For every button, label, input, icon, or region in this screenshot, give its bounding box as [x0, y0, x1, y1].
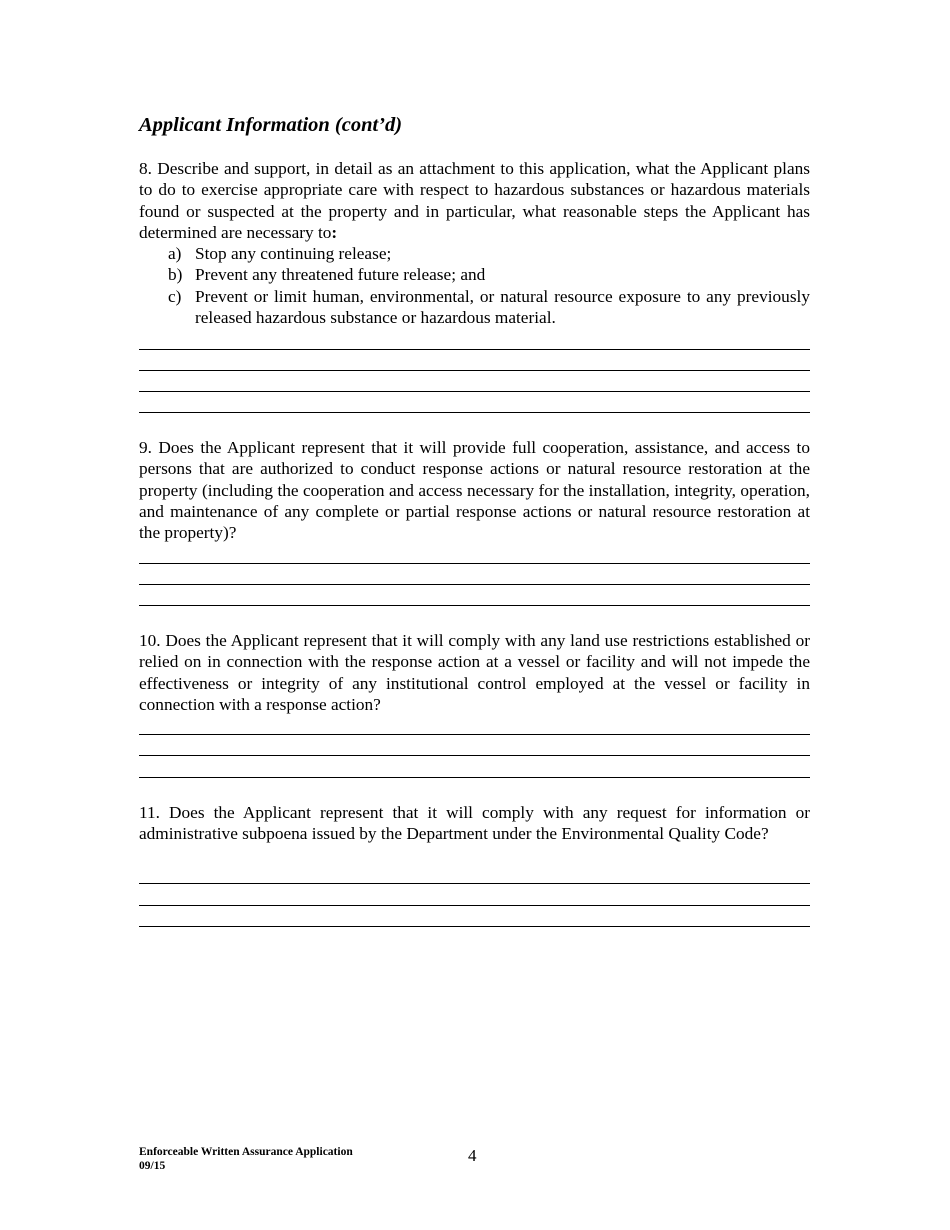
question-8-text	[139, 158, 810, 243]
list-item	[139, 286, 810, 329]
list-item-text: Stop any continuing release;	[195, 244, 392, 264]
question-11-text: 11. Does the Applicant represent that it will comply with any request for information or administrative subpoena issued by the Department under the Environmental Quality Code?	[139, 803, 810, 844]
answer-line-q10-1[interactable]	[139, 734, 810, 735]
question-11	[139, 802, 810, 845]
question-9-text: 9. Does the Applicant represent that it will provide full cooperation, assistance, and access to persons that are authorized to conduct response actions or natural resource restoration at the property (including the cooperation and access necessary for the installation, integrity, operation, and maintenance of any complete or partial response actions or natural resource restoration at the property)?	[139, 438, 810, 543]
list-item-marker: a)	[168, 244, 182, 264]
question-10	[139, 630, 810, 715]
list-item	[139, 243, 810, 264]
list-item	[139, 264, 810, 285]
page-number: 4	[468, 1146, 477, 1165]
footer-form-date: 09/15	[139, 1160, 166, 1172]
list-item-text: Prevent any threatened future release; and	[195, 265, 486, 285]
question-8-colon: :	[331, 222, 338, 242]
answer-line-q8-3[interactable]	[139, 391, 810, 392]
answer-line-q11-2[interactable]	[139, 905, 810, 906]
answer-line-q11-3[interactable]	[139, 926, 810, 927]
answer-line-q9-1[interactable]	[139, 563, 810, 564]
footer-form-name: Enforceable Written Assurance Application	[139, 1146, 353, 1158]
answer-line-q8-2[interactable]	[139, 370, 810, 371]
answer-line-q10-2[interactable]	[139, 755, 810, 756]
question-8-steps-list	[139, 243, 810, 328]
list-item-marker: b)	[168, 265, 183, 285]
page-title: Applicant Information (cont’d)	[139, 114, 403, 136]
question-10-text: 10. Does the Applicant represent that it will comply with any land use restrictions established or relied on in connection with the response action at a vessel or facility and will not impede the effectiveness or integrity of any institutional control employed at the vessel or facility in connection with a response action?	[139, 631, 810, 714]
answer-line-q8-1[interactable]	[139, 349, 810, 350]
answer-line-q9-3[interactable]	[139, 605, 810, 606]
list-item-marker: c)	[168, 286, 182, 306]
answer-line-q8-4[interactable]	[139, 412, 810, 413]
answer-line-q9-2[interactable]	[139, 584, 810, 585]
question-8-body: 8. Describe and support, in detail as an attachment to this application, what the Applicant plans to do to exercise appropriate care with respect to hazardous substances or hazardous materials found or suspected at the property and in particular, what reasonable steps the Applicant has determined are necessary to	[139, 159, 810, 242]
list-item-text: Prevent or limit human, environmental, or natural resource exposure to any previously released hazardous substance or hazardous material.	[195, 286, 810, 328]
answer-line-q10-3[interactable]	[139, 777, 810, 778]
question-9	[139, 437, 810, 543]
footer-form-info	[139, 1145, 353, 1173]
answer-line-q11-1[interactable]	[139, 883, 810, 884]
question-8	[139, 158, 810, 328]
